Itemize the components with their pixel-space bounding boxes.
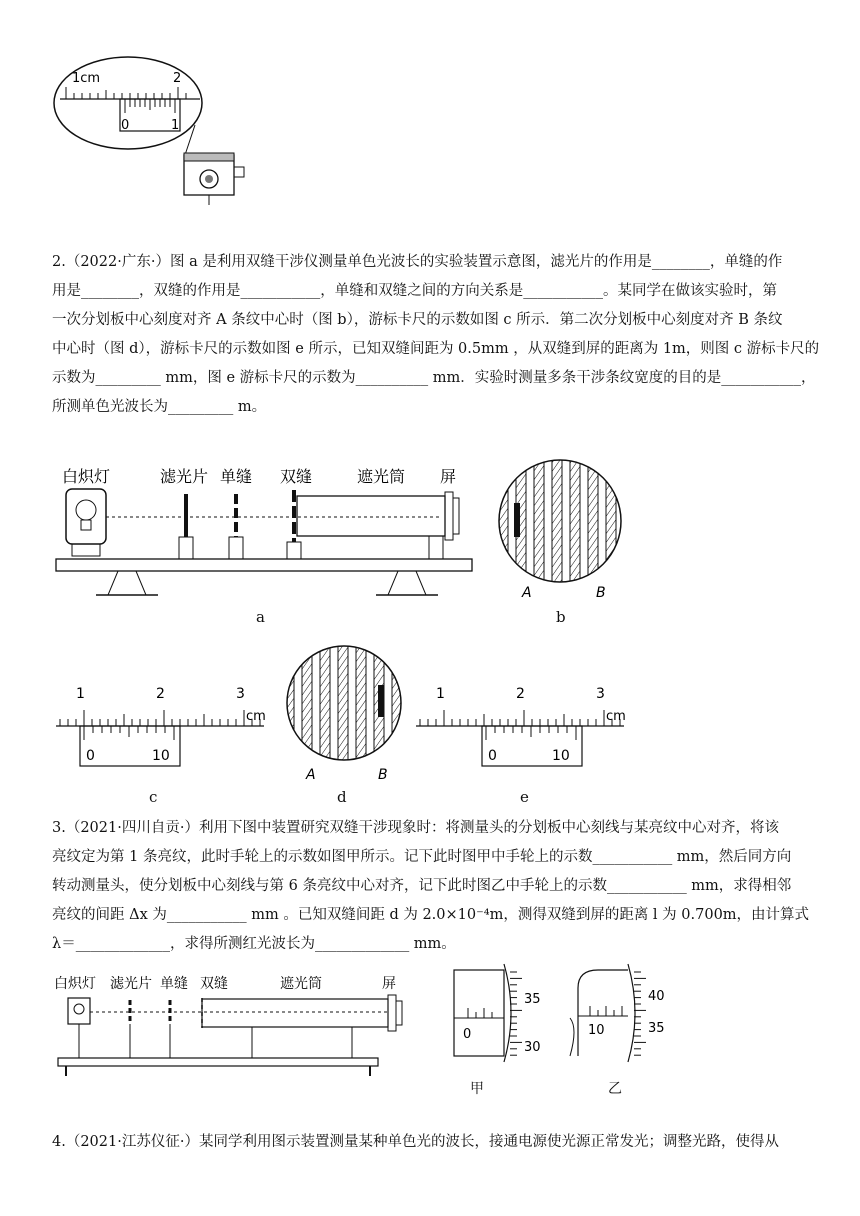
- label-filter: 滤光片: [160, 467, 209, 486]
- figure-b-fringes: [490, 455, 630, 605]
- q3-label-double-slit: 双缝: [200, 976, 228, 992]
- e-vernier-0: 0: [488, 748, 497, 764]
- micrometer-jia: [448, 958, 548, 1068]
- caption-d: d: [337, 788, 347, 806]
- q2-line-1: 2.（2022·广东·）图 a 是利用双缝干涉仪测量单色光波长的实验装置示意图，滤光片的作用是________，单缝的作: [52, 254, 783, 270]
- label-B-b: B: [596, 585, 606, 601]
- label-tube: 遮光筒: [357, 467, 406, 486]
- label-double-slit: 双缝: [280, 467, 313, 486]
- q3-label-screen: 屏: [382, 976, 396, 992]
- vernier-label-0: 0: [121, 118, 130, 133]
- ruler-label-2: 2: [173, 71, 182, 86]
- caption-a: a: [256, 608, 265, 626]
- q3-label-lamp: 白炽灯: [54, 976, 96, 992]
- label-single-slit: 单缝: [220, 467, 253, 486]
- figure-q3-apparatus: [52, 972, 412, 1082]
- micrometer-yi: [568, 958, 688, 1068]
- label-A-d: A: [306, 767, 316, 783]
- vernier-zoom-figure: [50, 55, 260, 210]
- q3-line-4: 亮纹的间距 Δx 为___________ mm 。已知双缝间距 d 为 2.0×10⁻⁴m，测得双缝到屏的距离 l 为 0.700m，由计算式: [52, 907, 810, 923]
- c-scale-unit: cm: [246, 709, 266, 724]
- vernier-label-1: 1: [171, 118, 180, 133]
- figure-d-fringes: [282, 645, 412, 785]
- q3-label-single-slit: 单缝: [160, 976, 188, 992]
- yi-label-35: 35: [648, 1021, 665, 1036]
- question-4: [52, 1128, 822, 1157]
- c-vernier-10: 10: [152, 748, 170, 764]
- q2-line-6: 所测单色光波长为_________ m。: [52, 399, 267, 415]
- q4-line-1: 4.（2021·江苏仪征·）某同学利用图示装置测量某种单色光的波长，接通电源使光源正常发光；调整光路，使得从: [52, 1134, 779, 1150]
- e-vernier-10: 10: [552, 748, 570, 764]
- jia-label-35: 35: [524, 992, 541, 1007]
- ruler-label-1cm: 1cm: [72, 71, 101, 86]
- q2-line-5: 示数为_________ mm，图 e 游标卡尺的示数为__________ mm．实验时测量多条干涉条纹宽度的目的是___________，: [52, 370, 816, 386]
- yi-label-10: 10: [588, 1023, 605, 1038]
- q3-line-3: 转动测量头，使分划板中心刻线与第 6 条亮纹中心对齐，记下此时图乙中手轮上的示数___________ mm，求得相邻: [52, 878, 792, 894]
- q2-line-2: 用是________，双缝的作用是___________，单缝和双缝之间的方向关系是___________。某同学在做该实验时，第: [52, 283, 777, 299]
- jia-label-30: 30: [524, 1040, 541, 1055]
- question-3: [52, 814, 822, 959]
- caption-c: c: [149, 788, 158, 806]
- e-scale-unit: cm: [606, 709, 626, 724]
- caption-jia: 甲: [470, 1081, 484, 1097]
- q3-line-5: λ＝_____________，求得所测红光波长为_____________ mm。: [52, 936, 456, 952]
- e-scale-3: 3: [596, 686, 605, 702]
- label-A-b: A: [522, 585, 532, 601]
- caption-yi: 乙: [608, 1081, 622, 1097]
- yi-label-40: 40: [648, 989, 665, 1004]
- label-screen: 屏: [440, 467, 457, 486]
- c-scale-3: 3: [236, 686, 245, 702]
- q3-label-filter: 滤光片: [110, 976, 152, 992]
- q3-line-2: 亮纹定为第 1 条亮纹，此时手轮上的示数如图甲所示。记下此时图甲中手轮上的示数___________ mm，然后同方向: [52, 849, 792, 865]
- caption-b: b: [556, 608, 566, 626]
- jia-label-0: 0: [463, 1027, 472, 1042]
- q3-line-1: 3.（2021·四川自贡·）利用下图中装置研究双缝干涉现象时：将测量头的分划板中心刻线与某亮纹中心对齐，将该: [52, 820, 779, 836]
- q3-label-tube: 遮光筒: [280, 976, 322, 992]
- figure-a-apparatus: [52, 462, 482, 612]
- c-scale-2: 2: [156, 686, 165, 702]
- c-scale-1: 1: [76, 686, 85, 702]
- question-2: [52, 248, 822, 422]
- label-B-d: B: [378, 767, 388, 783]
- q2-line-4: 中心时（图 d），游标卡尺的示数如图 e 所示，已知双缝间距为 0.5mm ，从双缝到屏的距离为 1m，则图 c 游标卡尺的: [52, 341, 820, 357]
- c-vernier-0: 0: [86, 748, 95, 764]
- q2-line-3: 一次分划板中心刻度对齐 A 条纹中心时（图 b），游标卡尺的示数如图 c 所示．第二次分划板中心刻度对齐 B 条纹: [52, 312, 783, 328]
- label-lamp: 白炽灯: [62, 467, 111, 486]
- figure-c-caliper: [52, 680, 277, 775]
- caption-e: e: [520, 788, 529, 806]
- e-scale-1: 1: [436, 686, 445, 702]
- e-scale-2: 2: [516, 686, 525, 702]
- figure-e-caliper: [412, 680, 637, 775]
